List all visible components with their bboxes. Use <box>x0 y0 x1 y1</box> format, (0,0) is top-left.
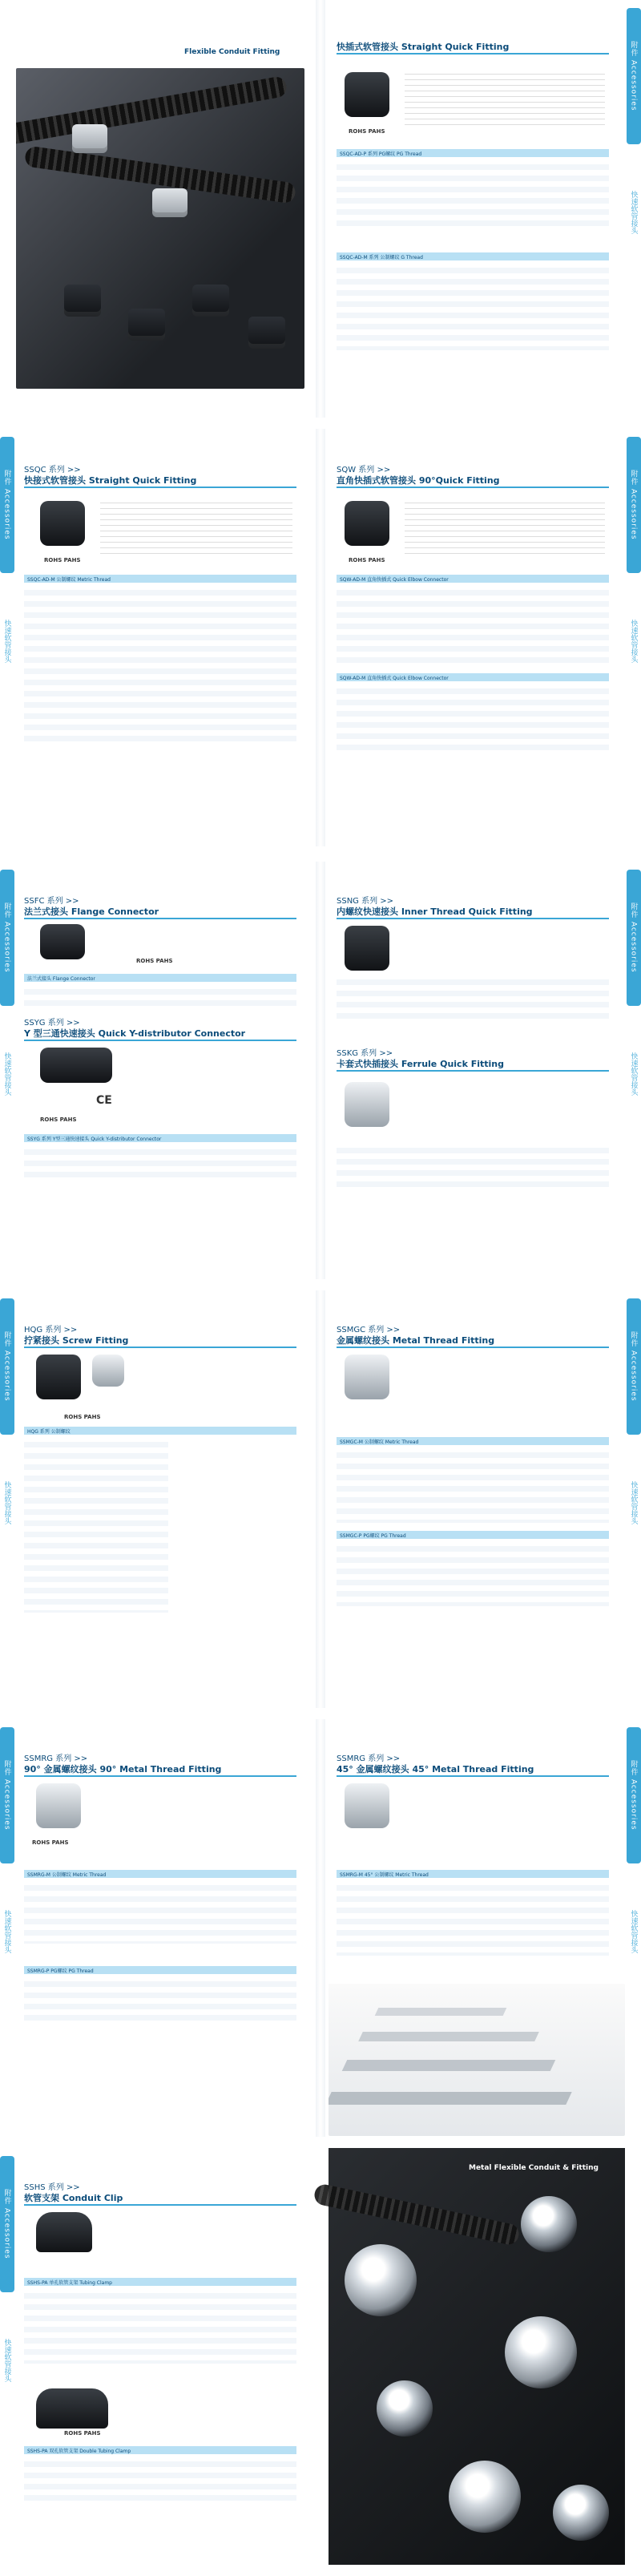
title-underline <box>337 53 609 55</box>
rohs-label: ROHS PAHS <box>40 1116 77 1123</box>
right-page <box>329 0 633 418</box>
series-label: SSHS 系列 >> <box>24 2183 80 2192</box>
series-label: SSMRG 系列 >> <box>337 1754 401 1763</box>
left-page <box>16 0 320 418</box>
side-tab-accessories: 附件 Accessories <box>0 870 14 1006</box>
spread-1 <box>0 0 641 418</box>
left-page <box>16 862 320 1279</box>
data-table <box>337 974 609 1022</box>
side-tab-accessories: 附件 Accessories <box>0 437 14 573</box>
product-image <box>345 72 389 117</box>
series-label: HQG 系列 >> <box>24 1326 78 1334</box>
series-label: SSFC 系列 >> <box>24 897 79 906</box>
table-header: SSQC-AD-P 系列 PG螺纹 PG Thread <box>337 149 609 157</box>
side-tab-accessories: 附件 Accessories <box>627 8 641 144</box>
fitting-part <box>449 2461 521 2533</box>
right-page <box>329 862 633 1279</box>
section-title: 直角快插式软管接头 90°Quick Fitting <box>337 475 500 486</box>
product-image <box>345 501 389 546</box>
table-header: SSMRG-P PG螺纹 PG Thread <box>24 1966 296 1974</box>
table-header: SSMRG-M 公制螺纹 Metric Thread <box>24 1870 296 1878</box>
title-underline <box>24 918 296 919</box>
series-label: SSMGC 系列 >> <box>337 1326 401 1334</box>
title-underline <box>24 1347 296 1348</box>
series-label: SSYG 系列 >> <box>24 1019 80 1028</box>
title-underline <box>337 1775 609 1777</box>
spread-6 <box>0 2148 641 2566</box>
right-page <box>329 1719 633 2137</box>
title-underline <box>24 1775 296 1777</box>
factory-photo <box>329 1984 625 2136</box>
spec-block <box>405 503 605 559</box>
table-header: SSYG 系列 Y型三通快速接头 Quick Y-distributor Connector <box>24 1134 296 1142</box>
section-title: 45° 金属螺纹接头 45° Metal Thread Fitting <box>337 1764 534 1775</box>
data-table <box>24 1436 168 1613</box>
table-header: SQW-AD-M 直角快插式 Quick Elbow Connector <box>337 575 609 583</box>
data-table <box>24 2456 296 2504</box>
fitting-part <box>505 2316 577 2388</box>
section-title: 卡套式快插接头 Ferrule Quick Fitting <box>337 1059 504 1069</box>
title-underline <box>337 1070 609 1072</box>
side-tab-accessories: 附件 Accessories <box>0 1298 14 1435</box>
section-title: 拧紧接头 Screw Fitting <box>24 1335 129 1346</box>
data-table <box>24 584 296 745</box>
section-title: 法兰式接头 Flange Connector <box>24 906 159 917</box>
fitting-part <box>64 285 101 317</box>
data-table <box>337 683 609 752</box>
data-table <box>337 1540 609 1606</box>
side-tab-subtitle: 快速软管接头 <box>629 1052 638 1096</box>
table-header: SSMGC-M 公制螺纹 Metric Thread <box>337 1437 609 1445</box>
page-title: Metal Flexible Conduit & Fitting <box>469 2164 599 2172</box>
side-tab-accessories: 附件 Accessories <box>627 437 641 573</box>
left-page <box>16 429 320 846</box>
title-underline <box>337 487 609 488</box>
data-table <box>337 1880 609 1956</box>
hero-photo <box>16 68 304 389</box>
spread-4 <box>0 1290 641 1708</box>
data-table <box>337 262 609 350</box>
title-underline <box>24 1040 296 1041</box>
product-image <box>36 1355 81 1399</box>
product-image <box>40 1048 112 1083</box>
side-tab-subtitle: 快速软管接头 <box>629 191 638 234</box>
fitting-part <box>377 2380 433 2437</box>
data-table <box>337 159 609 228</box>
side-tab-subtitle: 快速软管接头 <box>629 1481 638 1524</box>
data-table <box>24 1976 296 2021</box>
product-image <box>345 926 389 971</box>
title-underline <box>337 1347 609 1348</box>
table-header: SSHS-PA 单孔软管支架 Tubing Clamp <box>24 2278 296 2286</box>
side-tab-subtitle: 快速软管接头 <box>2 1481 11 1524</box>
side-tab-subtitle: 快速软管接头 <box>629 1910 638 1953</box>
data-table <box>337 1447 609 1523</box>
product-image <box>92 1355 124 1387</box>
table-header: SSMGC-P PG螺纹 PG Thread <box>337 1531 609 1539</box>
side-tab-accessories: 附件 Accessories <box>0 1727 14 1863</box>
page-title: Flexible Conduit Fitting <box>184 48 280 56</box>
table-header: SQW-AD-M 直角快插式 Quick Elbow Connector <box>337 673 609 681</box>
rohs-label: ROHS PAHS <box>44 557 81 563</box>
table-header: SSMRG-M 45° 公制螺纹 Metric Thread <box>337 1870 609 1878</box>
section-title: Y 型三通快速接头 Quick Y-distributor Connector <box>24 1028 246 1039</box>
conduit-tube <box>312 2182 521 2246</box>
rohs-label: ROHS PAHS <box>64 1414 101 1420</box>
side-tab-accessories: 附件 Accessories <box>627 1298 641 1435</box>
side-tab-subtitle: 快速软管接头 <box>2 1052 11 1096</box>
side-tab-accessories: 附件 Accessories <box>0 2156 14 2292</box>
side-tab-subtitle: 快速软管接头 <box>2 1910 11 1953</box>
series-label: SSMRG 系列 >> <box>24 1754 88 1763</box>
ce-mark: CE <box>96 1094 112 1107</box>
section-title: 内螺纹快速接头 Inner Thread Quick Fitting <box>337 906 533 917</box>
data-table <box>337 1142 609 1187</box>
side-tab-accessories: 附件 Accessories <box>627 870 641 1006</box>
fitting-part <box>553 2485 609 2541</box>
left-page <box>16 2148 320 2566</box>
data-table <box>24 1880 296 1944</box>
table-header: SSHS-PA 双孔软管支架 Double Tubing Clamp <box>24 2446 296 2454</box>
data-table <box>24 983 296 1006</box>
spec-block <box>100 503 292 559</box>
fitting-part <box>72 124 107 153</box>
rohs-label: ROHS PAHS <box>136 958 173 964</box>
spread-5 <box>0 1719 641 2137</box>
section-title: 软管支架 Conduit Clip <box>24 2193 123 2203</box>
rohs-label: ROHS PAHS <box>64 2430 101 2437</box>
product-image <box>345 1783 389 1828</box>
fitting-part <box>521 2196 577 2252</box>
data-table <box>337 584 609 668</box>
conduit-tube <box>16 75 288 146</box>
rohs-label: ROHS PAHS <box>349 557 385 563</box>
data-table <box>24 2287 296 2364</box>
product-image <box>36 1783 81 1828</box>
series-label: SSKG 系列 >> <box>337 1049 393 1058</box>
title-underline <box>337 918 609 919</box>
product-image <box>40 924 85 959</box>
product-image <box>40 501 85 546</box>
table-header: 法兰式接头 Flange Connector <box>24 974 296 982</box>
fitting-part <box>128 309 165 341</box>
section-title: 90° 金属螺纹接头 90° Metal Thread Fitting <box>24 1764 222 1775</box>
series-label: SSNG 系列 >> <box>337 897 394 906</box>
right-page <box>329 1290 633 1708</box>
product-image <box>345 1355 389 1399</box>
title-underline <box>24 2204 296 2206</box>
metal-fitting-photo <box>329 2148 625 2565</box>
rohs-label: ROHS PAHS <box>349 128 385 135</box>
table-header: SSQC-AD-M 公制螺纹 Metric Thread <box>24 575 296 583</box>
data-table <box>24 1144 296 1182</box>
section-title: 快接式软管接头 Straight Quick Fitting <box>24 475 197 486</box>
fitting-part <box>248 317 285 349</box>
spec-block <box>405 74 605 130</box>
rohs-label: ROHS PAHS <box>32 1839 69 1846</box>
table-header: SSQC-AD-M 系列 公制螺纹 G Thread <box>337 252 609 260</box>
spread-2 <box>0 429 641 846</box>
left-page <box>16 1719 320 2137</box>
side-tab-accessories: 附件 Accessories <box>627 1727 641 1863</box>
series-label: SQW 系列 >> <box>337 466 391 474</box>
section-title: 快插式软管接头 Straight Quick Fitting <box>337 42 510 52</box>
fitting-part <box>345 2244 417 2316</box>
series-label: SSQC 系列 >> <box>24 466 81 474</box>
title-underline <box>24 487 296 488</box>
side-tab-subtitle: 快速软管接头 <box>2 620 11 663</box>
side-tab-subtitle: 快速软管接头 <box>2 2339 11 2382</box>
side-tab-subtitle: 快速软管接头 <box>629 620 638 663</box>
section-title: 金属螺纹接头 Metal Thread Fitting <box>337 1335 495 1346</box>
fitting-part <box>152 188 187 217</box>
product-image <box>36 2388 108 2429</box>
product-image <box>345 1082 389 1127</box>
product-image <box>36 2212 92 2252</box>
fitting-part <box>192 285 229 317</box>
left-page <box>16 1290 320 1708</box>
right-page <box>329 429 633 846</box>
spread-3 <box>0 862 641 1279</box>
table-header: HQG 系列 公制螺纹 <box>24 1427 296 1435</box>
